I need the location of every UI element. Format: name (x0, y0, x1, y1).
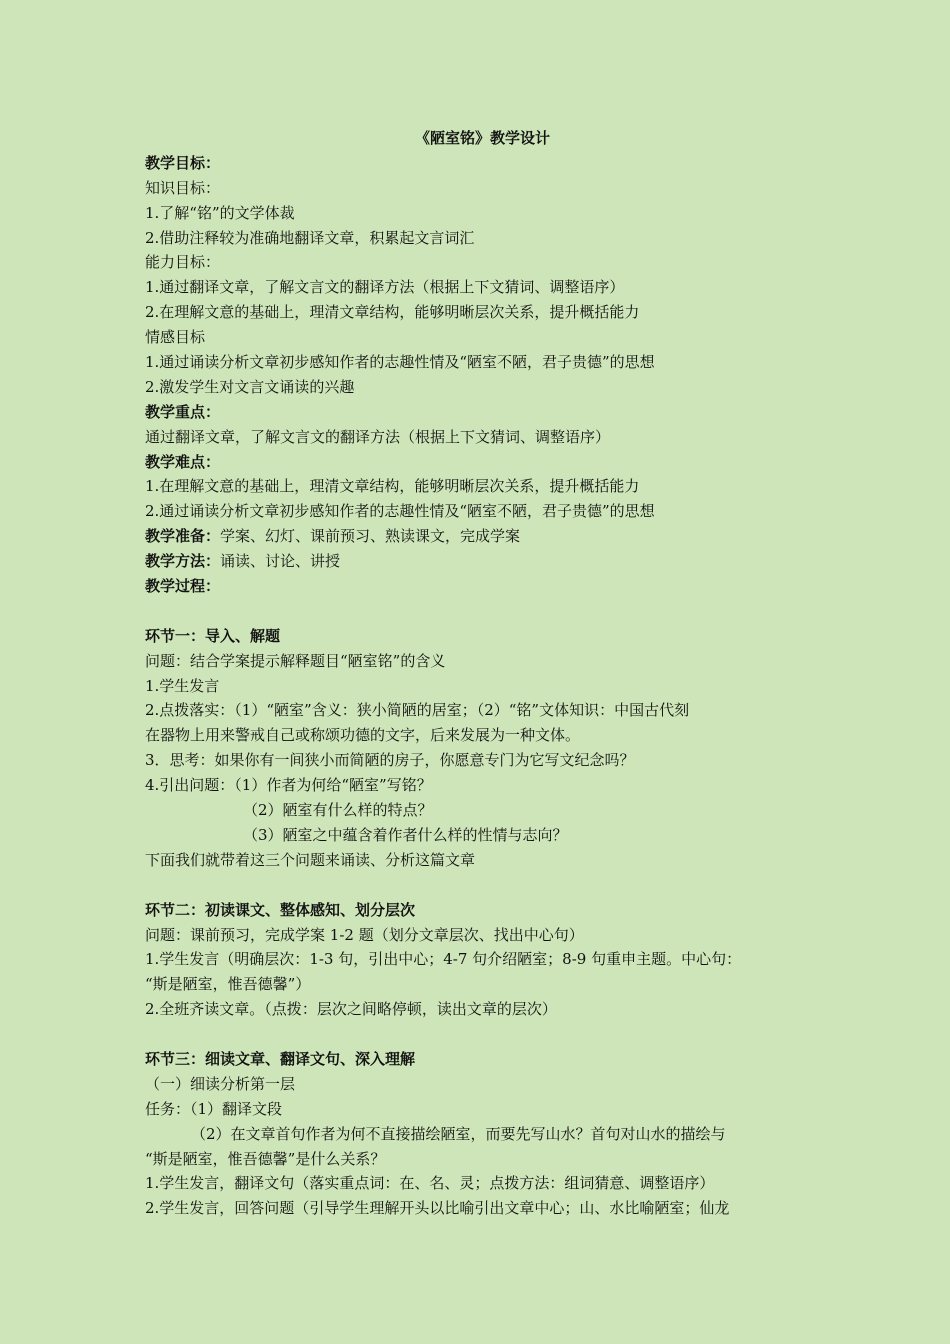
key-text: 通过翻译文章，了解文言文的翻译方法（根据上下文猜词、调整语序） (145, 427, 611, 446)
section3-task: （2）在文章首句作者为何不直接描绘陋室，而要先写山水？首句对山水的描绘与 (191, 1124, 726, 1143)
section3-task-cont: “斯是陋室，惟吾德馨”是什么关系？ (145, 1149, 386, 1168)
section3-task: 任务：（1）翻译文段 (145, 1099, 283, 1118)
section2-item: 1.学生发言（明确层次：1-3 句，引出中心；4-7 句介绍陋室；8-9 句重申主题。中心句： (145, 950, 742, 969)
difficulty-item: 2.通过诵读分析文章初步感知作者的志趣性情及“陋室不陋，君子贵德”的思想 (145, 502, 655, 521)
section1-item: 2.点拨落实：（1）“陋室”含义：狭小简陋的居室；（2）“铭”文体知识：中国古代刻 (145, 701, 690, 720)
knowledge-item: 1.了解“铭”的文学体裁 (145, 203, 295, 222)
section1-item: 1.学生发言 (145, 676, 220, 695)
section1-closing: 下面我们就带着这三个问题来诵读、分析这篇文章 (145, 850, 476, 869)
knowledge-heading: 知识目标： (145, 178, 221, 197)
section1-heading: 环节一：导入、解题 (145, 626, 281, 645)
emotion-heading: 情感目标 (145, 328, 206, 347)
prep-heading: 教学准备： (145, 527, 221, 546)
process-heading: 教学过程： (145, 577, 221, 596)
prep-text: 学案、幻灯、课前预习、熟读课文，完成学案 (220, 527, 521, 546)
section3-item: 1.学生发言，翻译文句（落实重点词：在、名、灵；点拨方法：组词猜意、调整语序） (145, 1174, 715, 1193)
spacer (145, 599, 810, 624)
document-body (145, 126, 810, 1221)
ability-item: 2.在理解文意的基础上，理清文章结构，能够明晰层次关系，提升概括能力 (145, 303, 640, 322)
goals-heading: 教学目标： (145, 153, 221, 172)
spacer (145, 873, 810, 898)
section3-subheading: （一）细读分析第一层 (145, 1074, 296, 1093)
section1-item: 3．思考：如果你有一间狭小而简陋的房子，你愿意专门为它写文纪念吗？ (145, 751, 635, 770)
section2-heading: 环节二：初读课文、整体感知、划分层次 (145, 900, 416, 919)
prep-line (145, 524, 810, 549)
document-title: 《陋室铭》教学设计 (414, 129, 550, 147)
key-heading: 教学重点： (145, 402, 221, 421)
section1-item: 4.引出问题：（1）作者为何给“陋室”写铭？ (145, 776, 432, 795)
section1-subquestion: （2）陋室有什么样的特点？ (243, 801, 433, 820)
section2-question: 问题：课前预习，完成学案 1-2 题（划分文章层次、找出中心句） (145, 925, 584, 944)
difficulty-heading: 教学难点： (145, 452, 221, 471)
ability-heading: 能力目标： (145, 253, 221, 272)
section3-item: 2.学生发言，回答问题（引导学生理解开头以比喻引出文章中心；山、水比喻陋室；仙龙 (145, 1199, 730, 1218)
difficulty-item: 1.在理解文意的基础上，理清文章结构，能够明晰层次关系，提升概括能力 (145, 477, 640, 496)
knowledge-item: 2.借助注释较为准确地翻译文章，积累起文言词汇 (145, 228, 475, 247)
section1-subquestion: （3）陋室之中蕴含着作者什么样的性情与志向？ (243, 825, 568, 844)
spacer (145, 1022, 810, 1047)
section2-item: 2.全班齐读文章。（点拨：层次之间略停顿，读出文章的层次） (145, 1000, 557, 1019)
section1-item-cont: 在器物上用来警戒自己或称颂功德的文字，后来发展为一种文体。 (145, 726, 581, 745)
section1-question: 问题：结合学案提示解释题目“陋室铭”的含义 (145, 651, 446, 670)
section3-heading: 环节三：细读文章、翻译文句、深入理解 (145, 1049, 416, 1068)
section2-item-cont: “斯是陋室，惟吾德馨”） (145, 975, 311, 994)
method-line (145, 549, 810, 574)
ability-item: 1.通过翻译文章，了解文言文的翻译方法（根据上下文猜词、调整语序） (145, 278, 625, 297)
emotion-item: 2.激发学生对文言文诵读的兴趣 (145, 377, 355, 396)
method-text: 诵读、讨论、讲授 (220, 552, 341, 571)
emotion-item: 1.通过诵读分析文章初步感知作者的志趣性情及“陋室不陋，君子贵德”的思想 (145, 353, 655, 372)
method-heading: 教学方法： (145, 552, 221, 571)
